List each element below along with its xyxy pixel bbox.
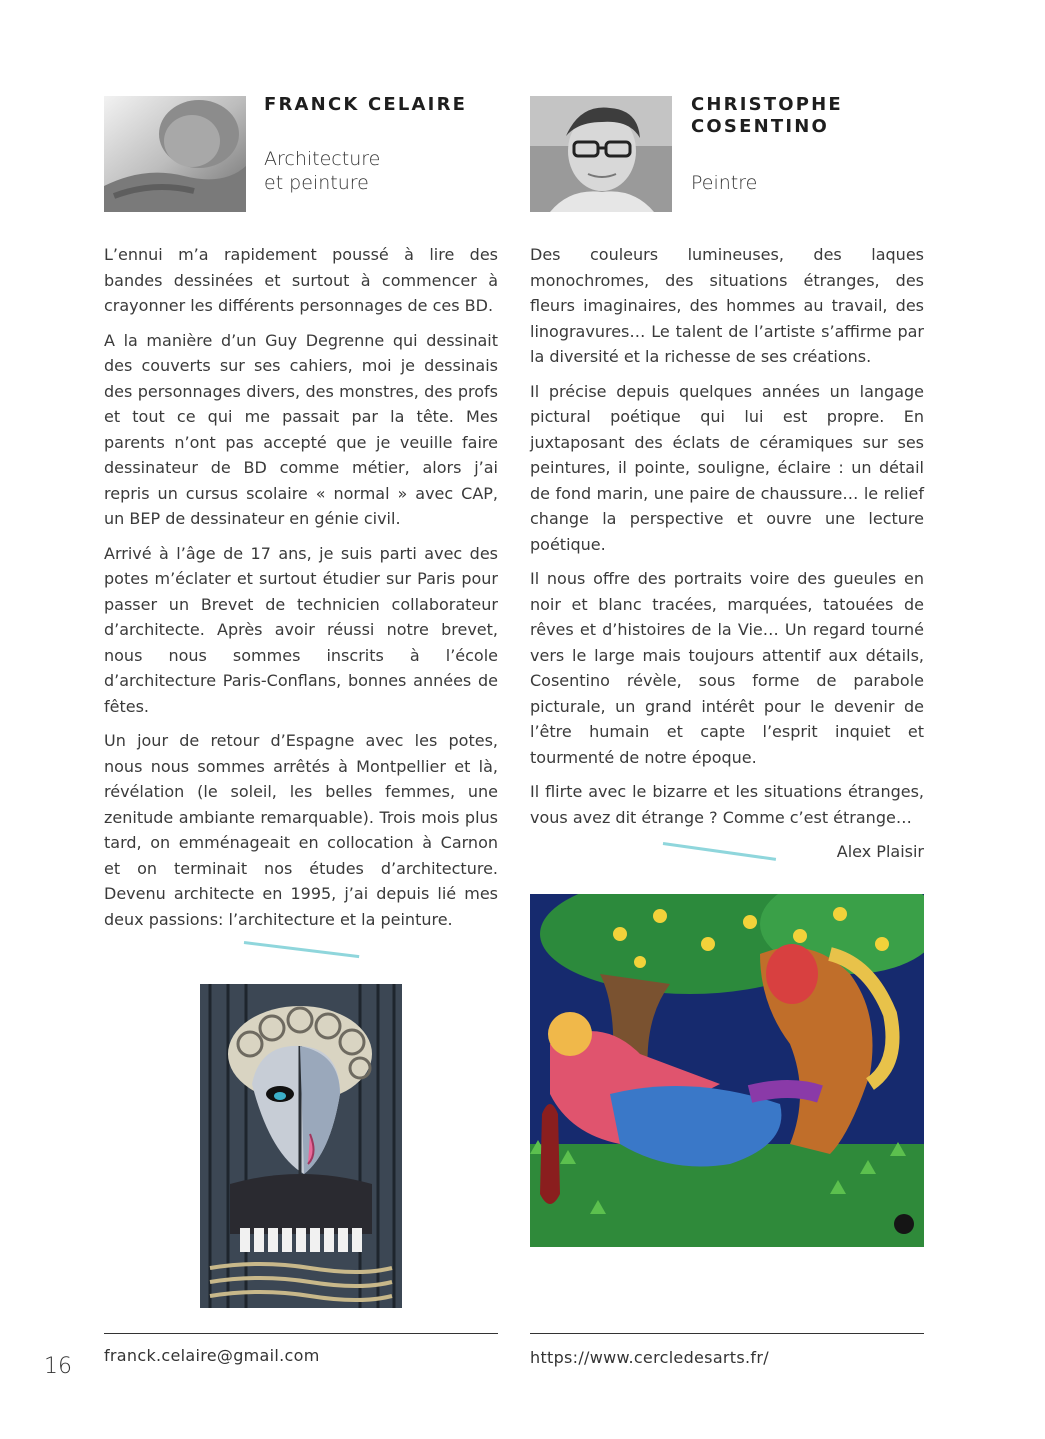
artist-role-left-line1: Architecture [264,148,381,170]
left-paragraph: Un jour de retour d’Espagne avec les potes, nous nous sommes arrêtés à Montpellier et là, révélation (le soleil, les belles femmes, une zenitude ambiante remarquable). Trois mois plus tard, on emménageait en collocation à Carnon et on terminait nos études d’architecture. Devenu architecte en 1995, j’ai depuis lié mes deux passions: l’architecture et la peinture. [104,731,498,929]
footer-rule-left [104,1333,498,1334]
artist-role-left-line2: et peinture [264,172,369,194]
left-paragraph: Arrivé à l’âge de 17 ans, je suis parti avec des potes m’éclater et surtout étudier sur Paris pour passer un Brevet de technicien collaborateur d’architecte. Après avoir réussi notre brevet, nous nous sommes inscrits à l’école d’architecture Paris-Conflans, bonnes années de fêtes. [104,543,498,716]
contact-email-link[interactable]: franck.celaire@gmail.com [104,1346,320,1365]
franck-celaire-portrait [104,96,246,212]
christophe-cosentino-portrait [530,96,672,212]
website-link[interactable]: https://www.cercledesarts.fr/ [530,1348,769,1367]
right-review [530,242,924,865]
christophe-cosentino-artwork [530,894,924,1247]
artist-name-right-line2: COSENTINO [691,116,829,137]
left-paragraph: L’ennui m’a rapidement poussé à lire des bandes dessinées et surtout à commencer à crayonner les différents personnages de ces BD. [104,245,498,315]
left-paragraph: A la manière d’un Guy Degrenne qui dessinait des couverts sur ses cahiers, moi je dessinais des personnages divers, des monstres, des profs et tout ce qui me passait par la tête. Mes parents n’ont pas accepté que je veuille faire dessinateur de BD comme métier, alors j’ai repris un cursus scolaire « normal » avec CAP, un BEP de dessinateur en génie civil. [104,330,498,528]
right-paragraph: Des couleurs lumineuses, des laques monochromes, des situations étranges, des fleurs imaginaires, des hommes au travail, des linogravures… Le talent de l’artiste s’affirme par la diversité et la richesse de ses créations. [530,245,924,366]
artist-name-right-line1: CHRISTOPHE [691,94,843,115]
review-signature: Alex Plaisir [836,842,924,861]
footer-rule-right [530,1333,924,1334]
page-number: 16 [44,1354,72,1379]
right-paragraph: Il flirte avec le bizarre et les situations étranges, vous avez dit étrange ? Comme c’est étrange… [530,782,924,827]
left-biography [104,242,498,941]
franck-celaire-artwork [200,984,402,1308]
right-paragraph: Il précise depuis quelques années un langage pictural poétique qui lui est propre. En juxtaposant des éclats de céramiques sur ses peintures, il pointe, souligne, éclaire : un détail de fond marin, une paire de chaussure… le relief change la perspective et ouvre une lecture poétique. [530,381,924,554]
artist-role-right: Peintre [691,172,758,194]
right-paragraph: Il nous offre des portraits voire des gueules en noir et blanc tracées, marquées, tatouées de rêves et d’histoires de la Vie… Un regard tourné vers le large mais toujours attentif aux détails, Cosentino révèle, sous forme de parabole picturale, un grand intérêt pour le devenir de l’être humain et capte l’esprit inquiet et tourmenté de notre époque. [530,569,924,767]
accent-line-left [244,941,360,958]
artist-name-left: FRANCK CELAIRE [264,94,468,115]
